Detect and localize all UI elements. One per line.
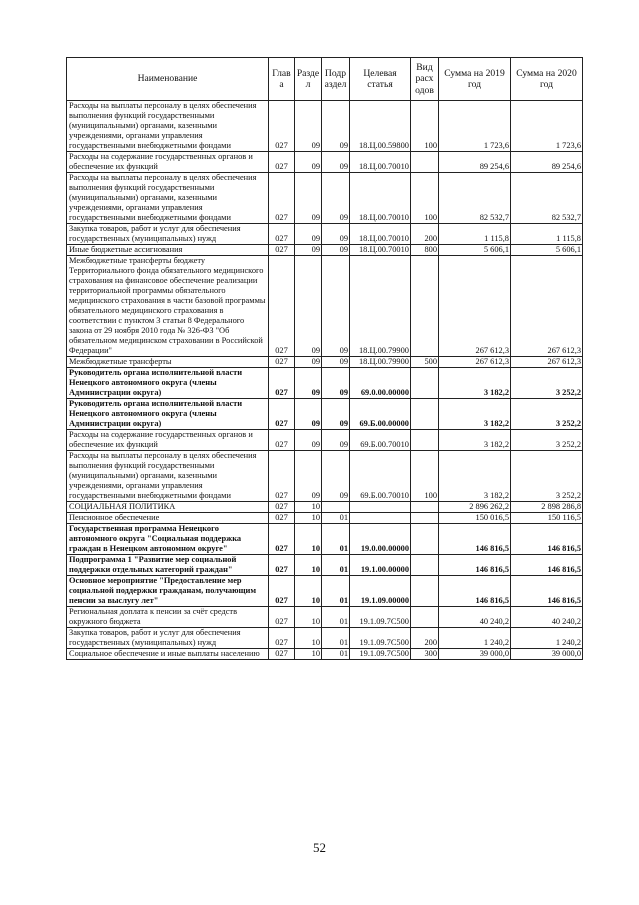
cell-vid [411, 524, 439, 555]
cell-name: Расходы на выплаты персоналу в целях обеспечения выполнения функций государственными (муниципальными) органами, казенными учреждениями, органами управления государственными внебюджетными фондами [67, 173, 269, 224]
cell-podrazdel: 09 [322, 430, 350, 451]
header-sum2020: Сумма на 2020 год [511, 58, 583, 101]
cell-sum2020: 3 252,2 [511, 430, 583, 451]
budget-table [66, 57, 583, 660]
cell-razdel: 10 [295, 628, 322, 649]
cell-name: Расходы на выплаты персоналу в целях обеспечения выполнения функций государственными (муниципальными) органами, казенными учреждениями, органами управления государственными внебюджетными фондами [67, 451, 269, 502]
cell-podrazdel: 01 [322, 649, 350, 660]
cell-podrazdel [322, 502, 350, 513]
cell-glava: 027 [269, 357, 295, 368]
cell-target: 69.Б.00.70010 [350, 430, 411, 451]
cell-sum2020: 40 240,2 [511, 607, 583, 628]
cell-glava: 027 [269, 524, 295, 555]
cell-podrazdel: 09 [322, 451, 350, 502]
cell-vid: 300 [411, 649, 439, 660]
cell-razdel: 09 [295, 451, 322, 502]
cell-podrazdel: 01 [322, 628, 350, 649]
cell-name: Основное мероприятие "Предоставление мер социальной поддержки гражданам, получающим пенсии за выслугу лет" [67, 576, 269, 607]
cell-glava: 027 [269, 607, 295, 628]
cell-razdel: 10 [295, 502, 322, 513]
cell-vid: 100 [411, 101, 439, 152]
cell-razdel: 10 [295, 649, 322, 660]
cell-sum2019: 2 896 262,2 [439, 502, 511, 513]
cell-sum2019: 3 182,2 [439, 368, 511, 399]
cell-razdel: 10 [295, 607, 322, 628]
cell-target [350, 502, 411, 513]
cell-sum2019: 1 115,8 [439, 224, 511, 245]
cell-vid: 800 [411, 245, 439, 256]
cell-sum2020: 5 606,1 [511, 245, 583, 256]
cell-razdel: 09 [295, 173, 322, 224]
table-row [67, 224, 583, 245]
cell-podrazdel: 09 [322, 101, 350, 152]
cell-sum2020: 1 240,2 [511, 628, 583, 649]
cell-target: 19.1.09.7С500 [350, 628, 411, 649]
cell-sum2020: 39 000,0 [511, 649, 583, 660]
cell-sum2020: 3 252,2 [511, 451, 583, 502]
cell-vid [411, 430, 439, 451]
cell-target: 19.1.09.7С500 [350, 607, 411, 628]
cell-target: 18.Ц.00.59800 [350, 101, 411, 152]
cell-name: Межбюджетные трансферты бюджету Территориального фонда обязательного медицинского страхования на финансовое обеспечение реализации территориальной программы обязательного медицинского страхования в части базовой программы обязательного медицинского страхования в соответствии с пунктом 3 статьи 8 Федерального закона от 29 ноября 2010 года № 326-ФЗ "Об обязательном медицинском страховании в Российской Федерации" [67, 256, 269, 357]
cell-razdel: 09 [295, 245, 322, 256]
cell-podrazdel: 09 [322, 368, 350, 399]
cell-sum2019: 82 532,7 [439, 173, 511, 224]
cell-glava: 027 [269, 576, 295, 607]
cell-sum2020: 3 252,2 [511, 399, 583, 430]
cell-podrazdel: 01 [322, 607, 350, 628]
cell-sum2019: 1 723,6 [439, 101, 511, 152]
cell-target: 69.Б.00.00000 [350, 399, 411, 430]
cell-name: Подпрограмма 1 "Развитие мер социальной поддержки отдельных категорий граждан" [67, 555, 269, 576]
table-row [67, 576, 583, 607]
cell-glava: 027 [269, 628, 295, 649]
header-podrazdel: Подр аздел [322, 58, 350, 101]
cell-name: Руководитель органа исполнительной власти Ненецкого автономного округа (члены Администрации округа) [67, 399, 269, 430]
cell-name: Государственная программа Ненецкого автономного округа "Социальная поддержка граждан в Ненецком автономном округе" [67, 524, 269, 555]
cell-vid: 200 [411, 224, 439, 245]
cell-name: Руководитель органа исполнительной власти Ненецкого автономного округа (члены Администрации округа) [67, 368, 269, 399]
cell-glava: 027 [269, 555, 295, 576]
cell-sum2019: 267 612,3 [439, 256, 511, 357]
cell-razdel: 09 [295, 256, 322, 357]
cell-vid [411, 576, 439, 607]
cell-glava: 027 [269, 245, 295, 256]
table-row [67, 513, 583, 524]
cell-sum2019: 146 816,5 [439, 555, 511, 576]
cell-podrazdel: 09 [322, 152, 350, 173]
cell-sum2019: 40 240,2 [439, 607, 511, 628]
table-row [67, 256, 583, 357]
cell-razdel: 10 [295, 513, 322, 524]
cell-sum2019: 1 240,2 [439, 628, 511, 649]
cell-razdel: 10 [295, 555, 322, 576]
cell-name: Пенсионное обеспечение [67, 513, 269, 524]
cell-glava: 027 [269, 451, 295, 502]
cell-sum2020: 89 254,6 [511, 152, 583, 173]
cell-podrazdel: 01 [322, 513, 350, 524]
table-row [67, 152, 583, 173]
table-row [67, 430, 583, 451]
cell-name: Расходы на содержание государственных органов и обеспечение их функций [67, 430, 269, 451]
cell-sum2020: 267 612,3 [511, 357, 583, 368]
cell-podrazdel: 09 [322, 357, 350, 368]
cell-target: 69.Б.00.70010 [350, 451, 411, 502]
cell-target [350, 513, 411, 524]
cell-vid [411, 555, 439, 576]
cell-target: 18.Ц.00.79900 [350, 357, 411, 368]
cell-podrazdel: 01 [322, 555, 350, 576]
cell-razdel: 09 [295, 152, 322, 173]
table-row [67, 502, 583, 513]
cell-vid [411, 368, 439, 399]
cell-razdel: 09 [295, 399, 322, 430]
cell-sum2020: 146 816,5 [511, 555, 583, 576]
table-row [67, 399, 583, 430]
cell-sum2019: 146 816,5 [439, 576, 511, 607]
cell-razdel: 09 [295, 101, 322, 152]
cell-name: Закупка товаров, работ и услуг для обеспечения государственных (муниципальных) нужд [67, 224, 269, 245]
cell-glava: 027 [269, 502, 295, 513]
header-vid: Вид расх одов [411, 58, 439, 101]
table-row [67, 101, 583, 152]
table-body [67, 101, 583, 660]
cell-sum2020: 82 532,7 [511, 173, 583, 224]
cell-target: 18.Ц.00.70010 [350, 152, 411, 173]
cell-vid [411, 513, 439, 524]
cell-sum2019: 89 254,6 [439, 152, 511, 173]
table-row [67, 524, 583, 555]
cell-sum2019: 150 016,5 [439, 513, 511, 524]
cell-vid: 500 [411, 357, 439, 368]
cell-name: Закупка товаров, работ и услуг для обеспечения государственных (муниципальных) нужд [67, 628, 269, 649]
cell-target: 19.1.09.7С500 [350, 649, 411, 660]
cell-glava: 027 [269, 399, 295, 430]
cell-sum2020: 1 723,6 [511, 101, 583, 152]
cell-sum2019: 3 182,2 [439, 399, 511, 430]
cell-vid [411, 399, 439, 430]
cell-name: Социальное обеспечение и иные выплаты населению [67, 649, 269, 660]
cell-sum2020: 146 816,5 [511, 524, 583, 555]
cell-name: Расходы на выплаты персоналу в целях обеспечения выполнения функций государственными (муниципальными) органами, казенными учреждениями, органами управления государственными внебюджетными фондами [67, 101, 269, 152]
cell-name: Расходы на содержание государственных органов и обеспечение их функций [67, 152, 269, 173]
cell-glava: 027 [269, 649, 295, 660]
cell-vid [411, 502, 439, 513]
header-name: Наименование [67, 58, 269, 101]
cell-vid [411, 607, 439, 628]
cell-vid: 200 [411, 628, 439, 649]
cell-vid [411, 152, 439, 173]
header-target: Целевая статья [350, 58, 411, 101]
cell-target: 69.0.00.00000 [350, 368, 411, 399]
cell-vid [411, 256, 439, 357]
cell-razdel: 09 [295, 430, 322, 451]
cell-sum2019: 5 606,1 [439, 245, 511, 256]
table-row [67, 628, 583, 649]
cell-glava: 027 [269, 513, 295, 524]
cell-podrazdel: 09 [322, 245, 350, 256]
cell-sum2019: 267 612,3 [439, 357, 511, 368]
cell-razdel: 09 [295, 368, 322, 399]
table-row [67, 173, 583, 224]
cell-target: 18.Ц.00.70010 [350, 245, 411, 256]
cell-target: 18.Ц.00.70010 [350, 173, 411, 224]
table-row [67, 451, 583, 502]
cell-podrazdel: 09 [322, 256, 350, 357]
cell-sum2019: 39 000,0 [439, 649, 511, 660]
cell-razdel: 10 [295, 576, 322, 607]
table-header-row [67, 58, 583, 101]
header-glava: Глав а [269, 58, 295, 101]
table-row [67, 649, 583, 660]
cell-glava: 027 [269, 368, 295, 399]
cell-podrazdel: 09 [322, 224, 350, 245]
cell-podrazdel: 01 [322, 524, 350, 555]
cell-glava: 027 [269, 152, 295, 173]
cell-razdel: 09 [295, 224, 322, 245]
cell-sum2019: 3 182,2 [439, 451, 511, 502]
page-number: 52 [313, 840, 326, 855]
cell-name: СОЦИАЛЬНАЯ ПОЛИТИКА [67, 502, 269, 513]
cell-glava: 027 [269, 256, 295, 357]
table-row [67, 368, 583, 399]
cell-podrazdel: 09 [322, 173, 350, 224]
cell-vid: 100 [411, 173, 439, 224]
cell-target: 18.Ц.00.79900 [350, 256, 411, 357]
table-row [67, 555, 583, 576]
cell-name: Иные бюджетные ассигнования [67, 245, 269, 256]
cell-glava: 027 [269, 430, 295, 451]
cell-razdel: 09 [295, 357, 322, 368]
cell-sum2020: 2 898 286,8 [511, 502, 583, 513]
table-row [67, 357, 583, 368]
cell-sum2019: 3 182,2 [439, 430, 511, 451]
cell-name: Межбюджетные трансферты [67, 357, 269, 368]
cell-sum2020: 1 115,8 [511, 224, 583, 245]
cell-sum2020: 3 252,2 [511, 368, 583, 399]
cell-glava: 027 [269, 224, 295, 245]
cell-vid: 100 [411, 451, 439, 502]
header-sum2019: Сумма на 2019 год [439, 58, 511, 101]
table-row [67, 607, 583, 628]
cell-target: 18.Ц.00.70010 [350, 224, 411, 245]
cell-name: Региональная доплата к пенсии за счёт средств окружного бюджета [67, 607, 269, 628]
cell-razdel: 10 [295, 524, 322, 555]
cell-sum2019: 146 816,5 [439, 524, 511, 555]
cell-glava: 027 [269, 101, 295, 152]
cell-podrazdel: 09 [322, 399, 350, 430]
cell-sum2020: 150 116,5 [511, 513, 583, 524]
cell-target: 19.0.00.00000 [350, 524, 411, 555]
cell-target: 19.1.09.00000 [350, 576, 411, 607]
cell-sum2020: 146 816,5 [511, 576, 583, 607]
header-razdel: Разде л [295, 58, 322, 101]
cell-sum2020: 267 612,3 [511, 256, 583, 357]
cell-glava: 027 [269, 173, 295, 224]
cell-target: 19.1.00.00000 [350, 555, 411, 576]
table-row [67, 245, 583, 256]
cell-podrazdel: 01 [322, 576, 350, 607]
